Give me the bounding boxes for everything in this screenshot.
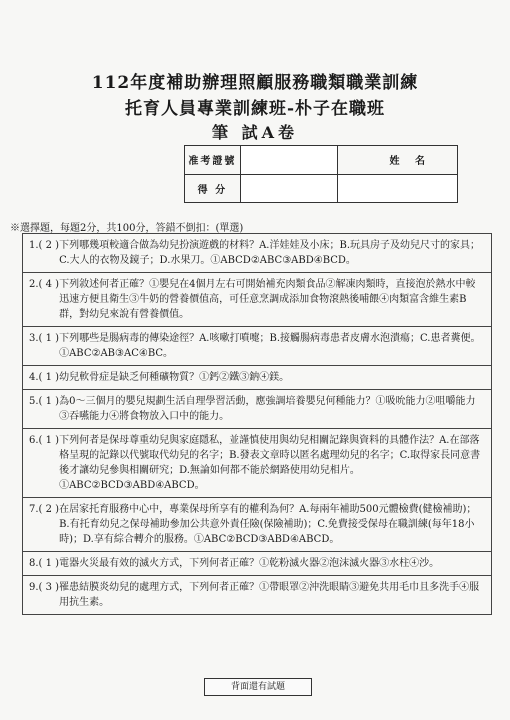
question-number: 7.( 2 )	[29, 504, 60, 515]
score-field[interactable]	[240, 174, 338, 203]
question-text: 下列哪些是腸病毒的傳染途徑？A.咳嗽打噴嚏；B.接觸腸病毒患者皮膚水泡潰瘍；C.患者糞便。①ABC②AB③AC④BC。	[59, 333, 481, 359]
question-number: 4.( 1 )	[29, 372, 60, 383]
instruction-text: ※選擇題，每題2分，共100分，答錯不倒扣：(單選)	[10, 223, 244, 234]
question-item	[23, 576, 491, 614]
question-number: 5.( 1 )	[29, 396, 60, 407]
name-field[interactable]	[338, 174, 458, 203]
score-label: 得 分	[185, 174, 241, 203]
question-item	[23, 552, 491, 576]
question-text: 為0～三個月的嬰兒規劃生活自理學習活動，應強調培養嬰兒何種能力？①吸吮能力②咀嚼能力③吞嚥能力④將食物放入口中的能力。	[59, 396, 476, 422]
exam-id-label: 准考證號	[185, 146, 241, 175]
question-item	[23, 273, 491, 327]
question-item	[23, 366, 491, 390]
question-text: 在居家托育服務中心中，專業保母所享有的權利為何？A.每兩年補助500元體檢費(健檢補助)；B.有托育幼兒之保母補助參加公共意外責任險(保險補助)；C.免費接受保母在職訓練(每年18小時)；D.享有綜合轉介的服務。①ABC②BCD③ABD④ABCD。	[59, 504, 477, 545]
question-item	[23, 234, 491, 273]
question-item	[23, 390, 491, 429]
question-text: 幼兒軟骨症是缺乏何種礦物質？①鈣②鐵③鈉④鎂。	[59, 372, 290, 383]
question-text: 電器火災最有效的滅火方式，下列何者正確？①乾粉滅火器②泡沫滅火器③水柱④沙。	[59, 558, 440, 569]
exam-id-field[interactable]	[240, 146, 338, 175]
question-text: 罹患結膜炎幼兒的處理方式，下列何者正確？①帶眼罩②沖洗眼睛③避免共用毛巾且多洗手④服用抗生素。	[59, 582, 480, 608]
name-label: 姓 名	[338, 146, 458, 175]
candidate-info-table	[184, 145, 458, 203]
question-text: 下列敘述何者正確？①嬰兒在4個月左右可開始補充肉類食品②解凍肉類時，直接泡於熱水中較迅速方便且衛生③牛奶的營養價值高，可任意烹調成添加食物滾熱後哺餵④肉類富含維生素B群，對幼兒來說有營養價值。	[59, 279, 476, 320]
exam-title-line1: 112年度補助辦理照顧服務職類職業訓練	[91, 73, 419, 93]
question-number: 1.( 2 )	[29, 240, 60, 251]
question-item	[23, 429, 491, 498]
question-item	[23, 327, 491, 366]
question-item	[23, 498, 491, 552]
question-text: 下列哪幾項較適合做為幼兒扮演遊戲的材料？A.洋娃娃及小床；B.玩具房子及幼兒尺寸的家具；C.大人的衣物及鏡子；D.水果刀。①ABCD②ABC③ABD④BCD。	[59, 240, 481, 266]
exam-title-line3: 筆 試A卷	[212, 123, 298, 142]
question-number: 9.( 3 )	[29, 582, 60, 593]
question-number: 3.( 1 )	[29, 333, 60, 344]
exam-title-line2: 托育人員專業訓練班-朴子在職班	[124, 99, 386, 119]
question-number: 2.( 4 )	[29, 279, 60, 290]
question-list	[22, 233, 492, 615]
question-number: 6.( 1 )	[29, 435, 60, 446]
question-number: 8.( 1 )	[29, 558, 60, 569]
question-text: 下列何者是保母尊重幼兒與家庭隱私，並謹慎使用與幼兒相關記錄與資料的具體作法？A.在部落格呈現的記錄以代號取代幼兒的名字；B.發表文章時以匿名處理幼兒的名字；C.取得家長同意書後才讓幼兒參與相關研究；D.無論如何都不能於網路使用幼兒相片。①ABC②BCD③ABD④ABCD。	[59, 435, 481, 491]
page-footer-note: 背面還有試題	[204, 678, 312, 696]
